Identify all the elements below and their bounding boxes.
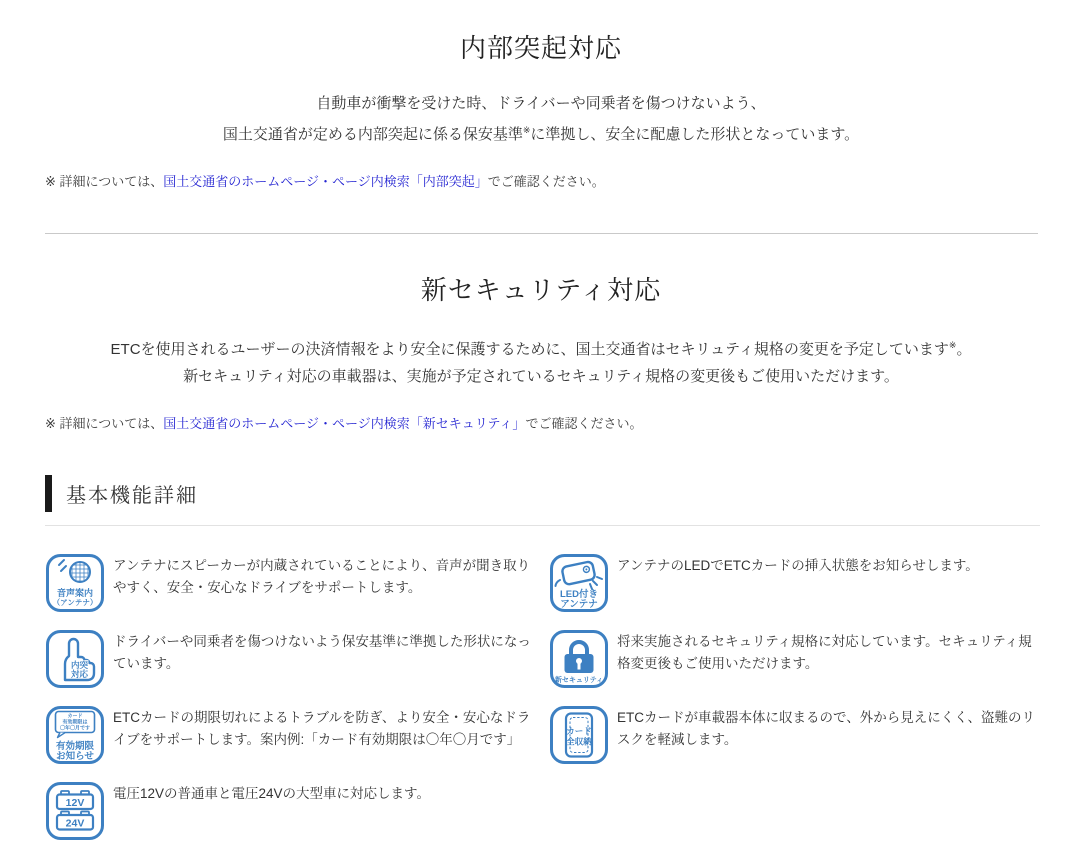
security-lead-text: ETCを使用されるユーザーの決済情報をより安全に保護するために、国土交通省はセキリュティ規格の変更を予定しています※。 新セキュリティ対応の車載器は、実施が予定されているセキュリティ規格の変更後もご使用いただけます。 [110,340,972,385]
mlit-homepage-link-security[interactable]: 国土交通省のホームページ・ページ内検索「新セキュリティ」 [163,416,526,431]
section-interior-protrusion [0,32,1082,191]
svg-text:内突: 内突 [70,660,89,670]
section-title-protrusion: 内部突起対応 [459,34,622,64]
svg-text:アンテナ: アンテナ [560,599,598,610]
svg-text:12V: 12V [65,797,85,809]
feature-text: ETCカードが車載器本体に収まるので、外から見えにくく、盗難のリスクを軽減します。 [617,710,1035,747]
svg-text:有効期限は: 有効期限は [62,719,88,726]
feature-voice-guidance [46,554,538,612]
svg-text:（アンテナ）: （アンテナ） [52,598,98,607]
section-new-security [0,274,1082,433]
feature-voltage [46,782,538,840]
protrusion-note: ※ 詳細については、国土交通省のホームページ・ページ内検索「内部突起」でご確認ください。 [45,174,605,189]
feature-interior-protrusion [46,630,538,688]
feature-expiry-notice [46,706,538,764]
card-expiry-notice-icon [46,706,104,764]
feature-text: ドライバーや同乗者を傷つけないよう保安基準に準拠した形状になっています。 [113,634,531,671]
voice-guidance-antenna-icon [46,554,104,612]
voltage-12v-24v-icon [46,782,104,840]
protrusion-lead-text: 自動車が衝撃を受けた時、ドライバーや同乗者を傷つけないよう、 国土交通省が定める内部突起に係る保安基準※に準拠し、安全に配慮した形状となっています。 [222,95,860,143]
mlit-homepage-link-protrusion[interactable]: 国土交通省のホームページ・ページ内検索「内部突起」 [163,174,488,189]
svg-text:カード: カード [67,713,83,720]
feature-text: アンテナにスピーカーが内蔵されていることにより、音声が聞き取りやすく、安全・安心なドライブをサポートします。 [113,558,531,595]
feature-text: ETCカードの期限切れによるトラブルを防ぎ、より安全・安心なドライブをサポートします。案内例:「カード有効期限は〇年〇月です」 [113,710,531,747]
section-divider [45,233,1038,234]
feature-text: アンテナのLEDでETCカードの挿入状態をお知らせします。 [617,558,979,573]
svg-text:音声案内: 音声案内 [56,588,94,598]
section-title-security: 新セキュリティ対応 [420,276,662,306]
led-antenna-icon [550,554,608,612]
svg-text:24V: 24V [65,817,85,830]
new-security-lock-icon [550,630,608,688]
feature-led-antenna [550,554,1042,612]
security-note: ※ 詳細については、国土交通省のホームページ・ページ内検索「新セキュリティ」でご確認ください。 [45,416,643,431]
svg-text:有効期限: 有効期限 [55,741,95,752]
feature-text: 電圧12Vの普通車と電圧24Vの大型車に対応します。 [113,786,430,801]
svg-text:LED付き: LED付き [559,589,599,600]
feature-new-security [550,630,1042,688]
svg-text:全収納: 全収納 [566,736,592,747]
svg-text:カード: カード [566,726,592,736]
header-accent-bar [45,475,52,512]
feature-card-storage [550,706,1042,764]
card-full-storage-icon [550,706,608,764]
interior-protrusion-icon [46,630,104,688]
svg-text:対応: 対応 [70,669,89,679]
features-grid [46,554,1042,840]
features-section-header [45,475,1040,526]
feature-text: 将来実施されるセキュリティ規格に対応しています。セキュリティ規格変更後もご使用いただけます。 [617,634,1032,671]
features-section-title: 基本機能詳細 [66,485,198,507]
svg-text:新セキュリティ: 新セキュリティ [554,677,604,684]
svg-text:〇年〇月です: 〇年〇月です [59,725,91,732]
svg-text:お知らせ: お知らせ [56,751,94,762]
